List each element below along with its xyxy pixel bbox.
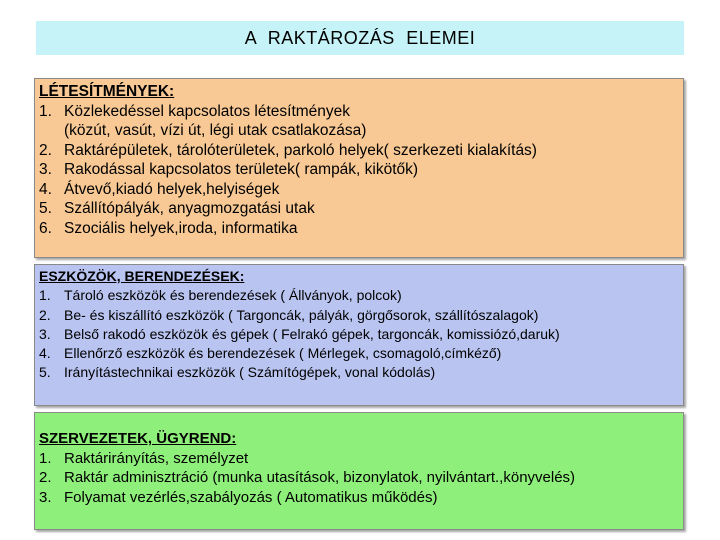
item-number: 4. <box>39 180 52 198</box>
list-item <box>39 488 679 508</box>
organization-list <box>39 449 679 508</box>
item-text: Be- és kiszállító eszközök ( Targoncák, pályák, görgősorok, szállítószalagok) <box>64 306 539 323</box>
item-text: Raktár adminisztráció (munka utasítások, bizonylatok, nyilvántart.,könyvelés) <box>64 469 576 487</box>
title-bar <box>36 21 684 55</box>
item-number: 4. <box>39 345 51 362</box>
item-number: 1. <box>39 102 52 120</box>
item-number: 5. <box>39 364 51 381</box>
item-text: Raktárépületek, tárolóterületek, parkoló helyek( szerkezeti kialakítás) <box>64 141 537 159</box>
item-text: Irányítástechnikai eszközök ( Számítógépek, vonal kódolás) <box>64 364 436 381</box>
item-number: 2. <box>39 141 52 159</box>
item-number: 6. <box>39 219 52 237</box>
list-item <box>39 325 679 344</box>
item-number: 3. <box>39 161 52 178</box>
facilities-heading: LÉTESÍTMÉNYEK: <box>39 83 175 100</box>
equipment-box <box>34 264 684 406</box>
page-title: A RAKTÁROZÁS ELEMEI <box>244 27 476 48</box>
list-item <box>39 449 679 469</box>
item-number: 3. <box>39 325 51 342</box>
organization-box <box>34 412 684 530</box>
equipment-list <box>39 286 679 382</box>
item-text: Átvevő,kiadó helyek,helyiségek <box>64 180 280 198</box>
item-text: Belső rakodó eszközök és gépek ( Felrakó gépek, targoncák, komissiózó,daruk) <box>64 325 560 342</box>
item-text: Szociális helyek,iroda, informatika <box>64 219 298 237</box>
list-item <box>39 219 679 239</box>
item-text: Tároló eszközök és berendezések ( Állványok, polcok) <box>64 287 402 304</box>
list-item <box>39 306 679 325</box>
item-number: 5. <box>39 200 52 217</box>
list-item <box>39 102 679 122</box>
list-item <box>39 180 679 200</box>
organization-heading: SZERVEZETEK, ÜGYREND: <box>39 430 237 447</box>
item-text: Szállítópályák, anyagmozgatási utak <box>64 200 315 217</box>
item-number: 2. <box>39 306 51 323</box>
list-item <box>39 141 679 161</box>
item-number: 1. <box>39 449 52 467</box>
item-text: Folyamat vezérlés,szabályozás ( Automatikus működés) <box>64 488 438 506</box>
item-number: 3. <box>39 488 52 506</box>
list-item <box>39 160 679 180</box>
list-item <box>39 199 679 219</box>
item-number: 2. <box>39 469 52 487</box>
list-item <box>39 344 679 363</box>
equipment-heading: ESZKÖZÖK, BERENDEZÉSEK: <box>39 268 245 284</box>
list-item <box>39 286 679 305</box>
item-text: Raktárirányítás, személyzet <box>64 449 249 467</box>
item-text: Rakodással kapcsolatos területek( rampák, kikötők) <box>64 161 419 178</box>
item-text: Közlekedéssel kapcsolatos létesítmények <box>64 102 351 120</box>
list-item <box>39 363 679 382</box>
list-item <box>39 468 679 488</box>
item-text: Ellenőrző eszközök és berendezések ( Mérlegek, csomagoló,címkéző) <box>64 345 502 362</box>
item-number: 1. <box>39 287 51 304</box>
facilities-box <box>34 78 684 258</box>
facilities-list <box>39 102 679 239</box>
item-subtext: (közút, vasút, vízi út, légi utak csatlakozása) <box>64 122 367 139</box>
